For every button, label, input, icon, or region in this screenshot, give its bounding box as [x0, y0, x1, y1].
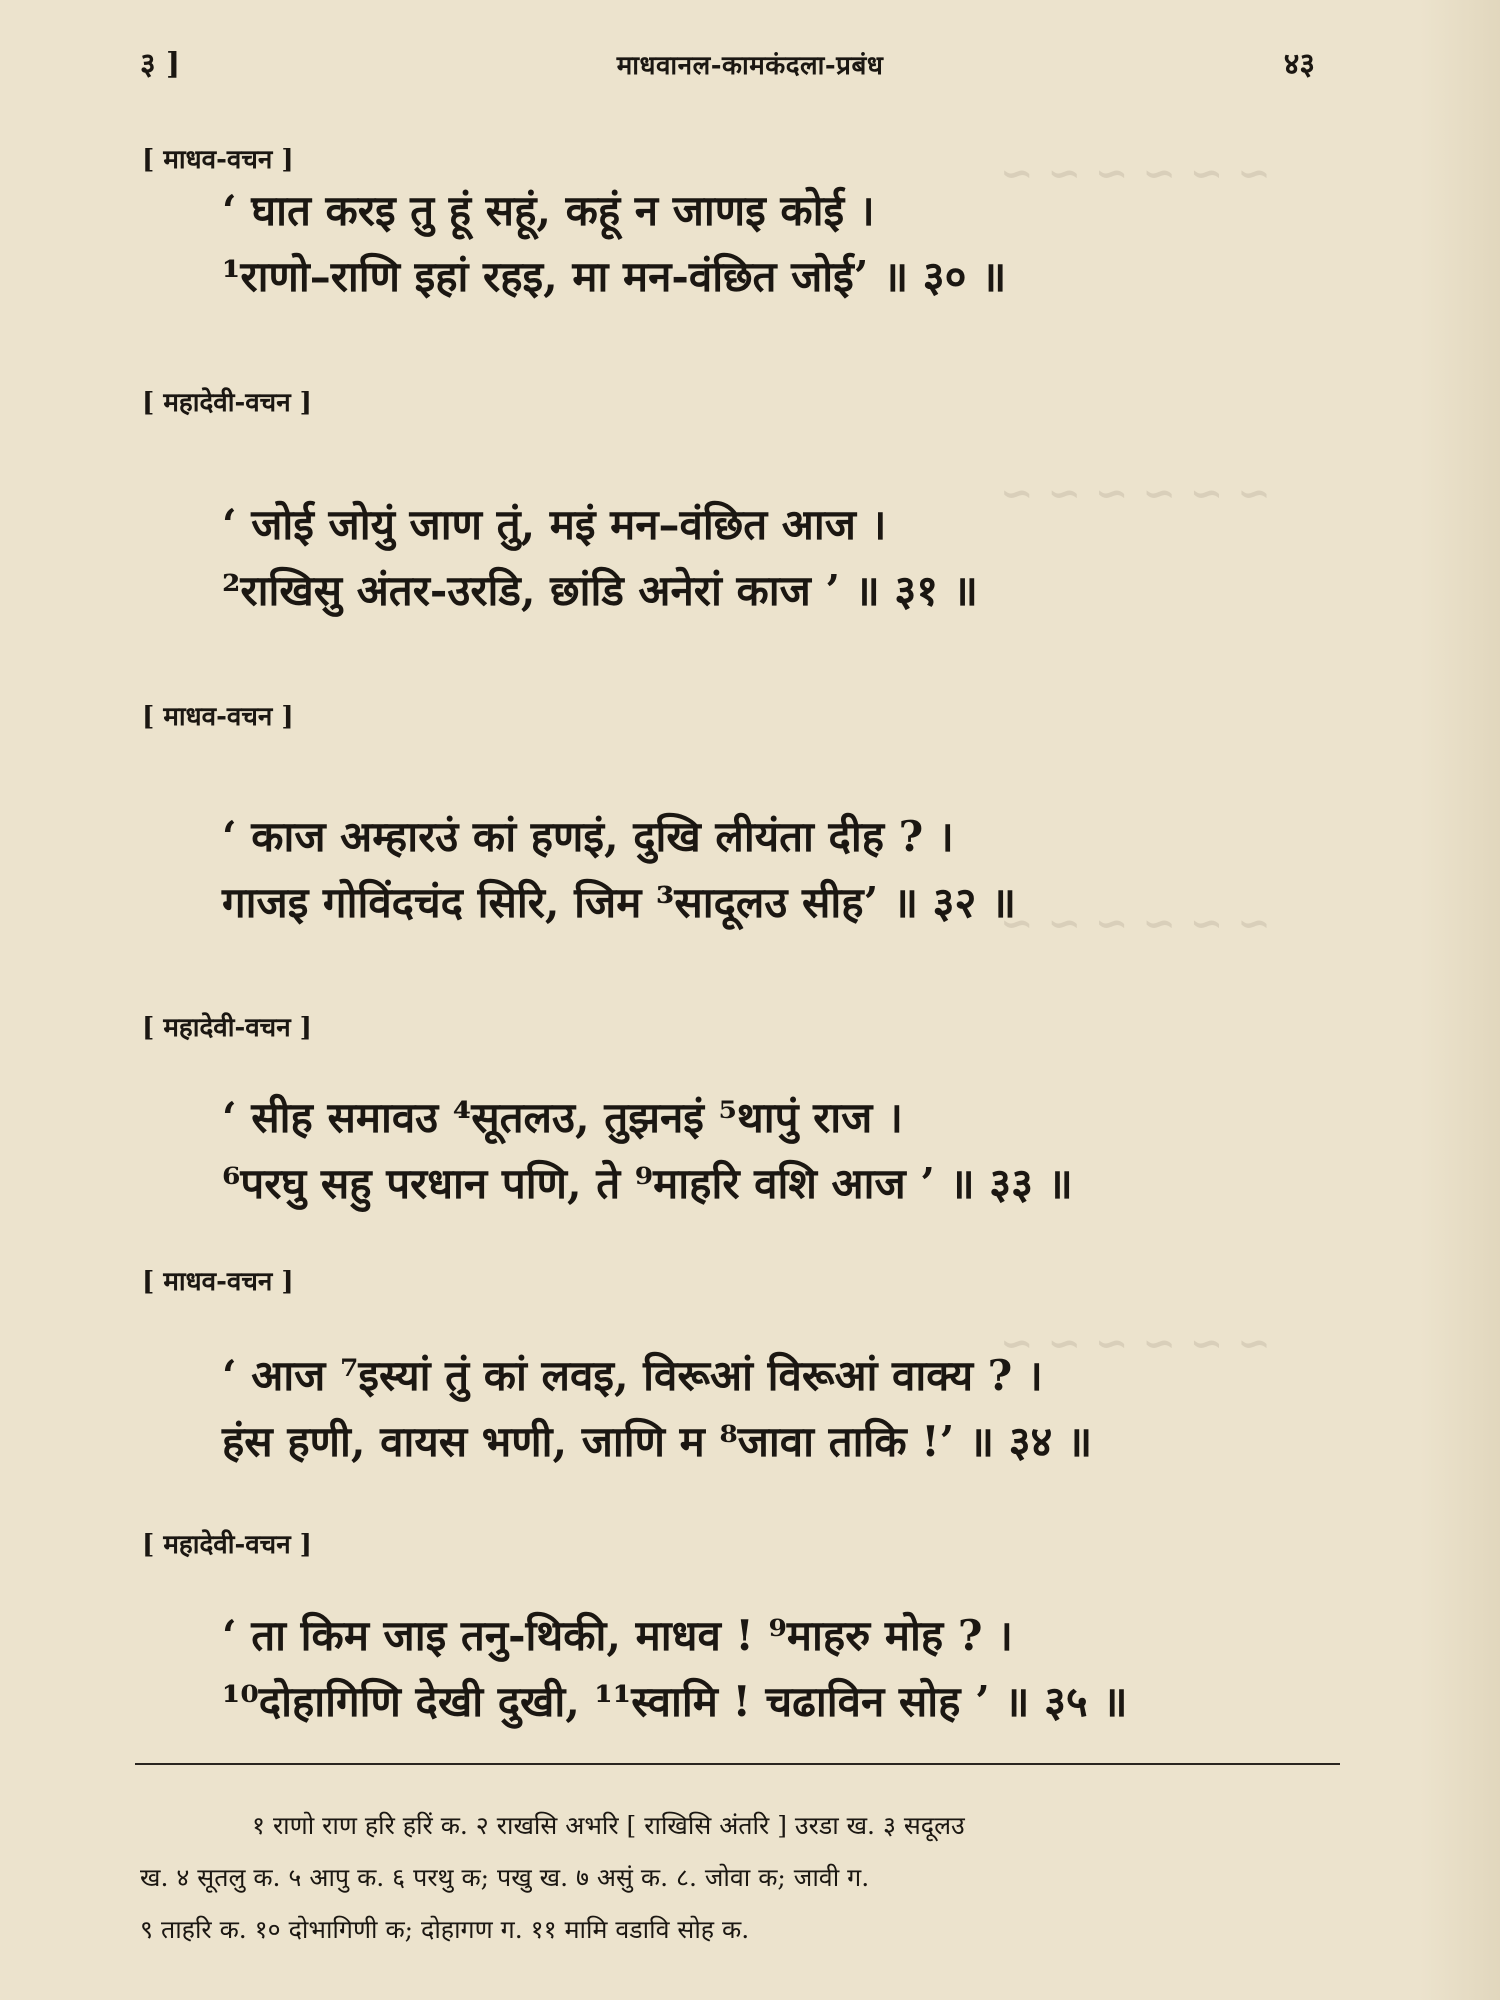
verse-line: हंस हणी, वायस भणी, जाणि म ⁸जावा ताकि !’ ॥ ३४ ॥ — [222, 1417, 1093, 1466]
speaker-label: [ महादेवी-वचन ] — [142, 1013, 312, 1043]
speaker-label: [ माधव-वचन ] — [142, 1267, 294, 1297]
running-title: माधवानल-कामकंदला-प्रबंध — [616, 51, 884, 81]
verse-line: ¹राणो–राणि इहां रहइ, मा मन-वंछित जोई’ ॥ ३० ॥ — [222, 252, 1007, 301]
bleed-through-text: ~ ~ ~ ~ ~ ~ — [1000, 150, 1271, 197]
verse-line: ‘ आज ⁷इस्यां तुं कां लवइ, विरूआं विरूआं वाक्य ? । — [222, 1351, 1043, 1400]
footnote-divider — [135, 1763, 1340, 1765]
chapter-number: ३ ] — [140, 47, 181, 82]
page-number: ४३ — [1283, 47, 1315, 82]
verse-line: ⁶परघु सहु परधान पणि, ते ⁹माहरि वशि आज ’ ॥ ३३ ॥ — [222, 1159, 1073, 1208]
verse-31 — [222, 492, 978, 624]
page-edge-shading — [1420, 0, 1500, 2000]
verse-32 — [222, 804, 1016, 936]
footnote-line: ९ ताहरि क. १० दोभागिणी क; दोहागण ग. ११ मामि वडावि सोह क. — [140, 1915, 750, 1944]
verse-33 — [222, 1085, 1073, 1217]
verse-line: ‘ सीह समावउ ⁴सूतलउ, तुझनइं ⁵थापुं राज । — [222, 1093, 903, 1142]
speaker-label: [ माधव-वचन ] — [142, 145, 294, 175]
verse-line: ²राखिसु अंतर-उरडि, छांडि अनेरां काज ’ ॥ ३१ ॥ — [222, 566, 978, 615]
verse-line: ‘ घात करइ तु हूं सहूं, कहूं न जाणइ कोई । — [222, 186, 875, 235]
bleed-through-text: ~ ~ ~ ~ ~ ~ — [1000, 1320, 1271, 1367]
verse-line: ‘ जोई जोयुं जाण तुं, मइं मन–वंछित आज । — [222, 500, 887, 549]
footnote-line: ख. ४ सूतलु क. ५ आपु क. ६ परथु क; पखु ख. ७ असुं क. ८. जोवा क; जावी ग. — [140, 1863, 870, 1892]
verse-line: ‘ काज अम्हारउं कां हणइं, दुखि लीयंता दीह ? । — [222, 812, 954, 861]
bleed-through-text: ~ ~ ~ ~ ~ ~ — [1000, 900, 1271, 947]
verse-line: ¹⁰दोहागिणि देखी दुखी, ¹¹स्वामि ! चढाविन सोह ’ ॥ ३५ ॥ — [222, 1677, 1128, 1726]
verse-35 — [222, 1603, 1128, 1735]
speaker-label: [ महादेवी-वचन ] — [142, 388, 312, 418]
verse-30 — [222, 178, 1006, 310]
verse-line: गाजइ गोविंदचंद सिरि, जिम ³सादूलउ सीह’ ॥ ३२ ॥ — [222, 878, 1017, 927]
verse-line: ‘ ता किम जाइ तनु-थिकी, माधव ! ⁹माहरु मोह ? । — [222, 1611, 1013, 1660]
bleed-through-text: ~ ~ ~ ~ ~ ~ — [1000, 470, 1271, 517]
footnotes — [140, 1800, 1340, 1956]
speaker-label: [ महादेवी-वचन ] — [142, 1530, 312, 1560]
verse-34 — [222, 1343, 1092, 1475]
page-header — [0, 42, 1500, 82]
speaker-label: [ माधव-वचन ] — [142, 702, 294, 732]
footnote-line: १ राणो राण हरि हरिं क. २ राखसि अभरि [ राखिसि अंतरि ] उरडा ख. ३ सदूलउ — [252, 1811, 965, 1840]
